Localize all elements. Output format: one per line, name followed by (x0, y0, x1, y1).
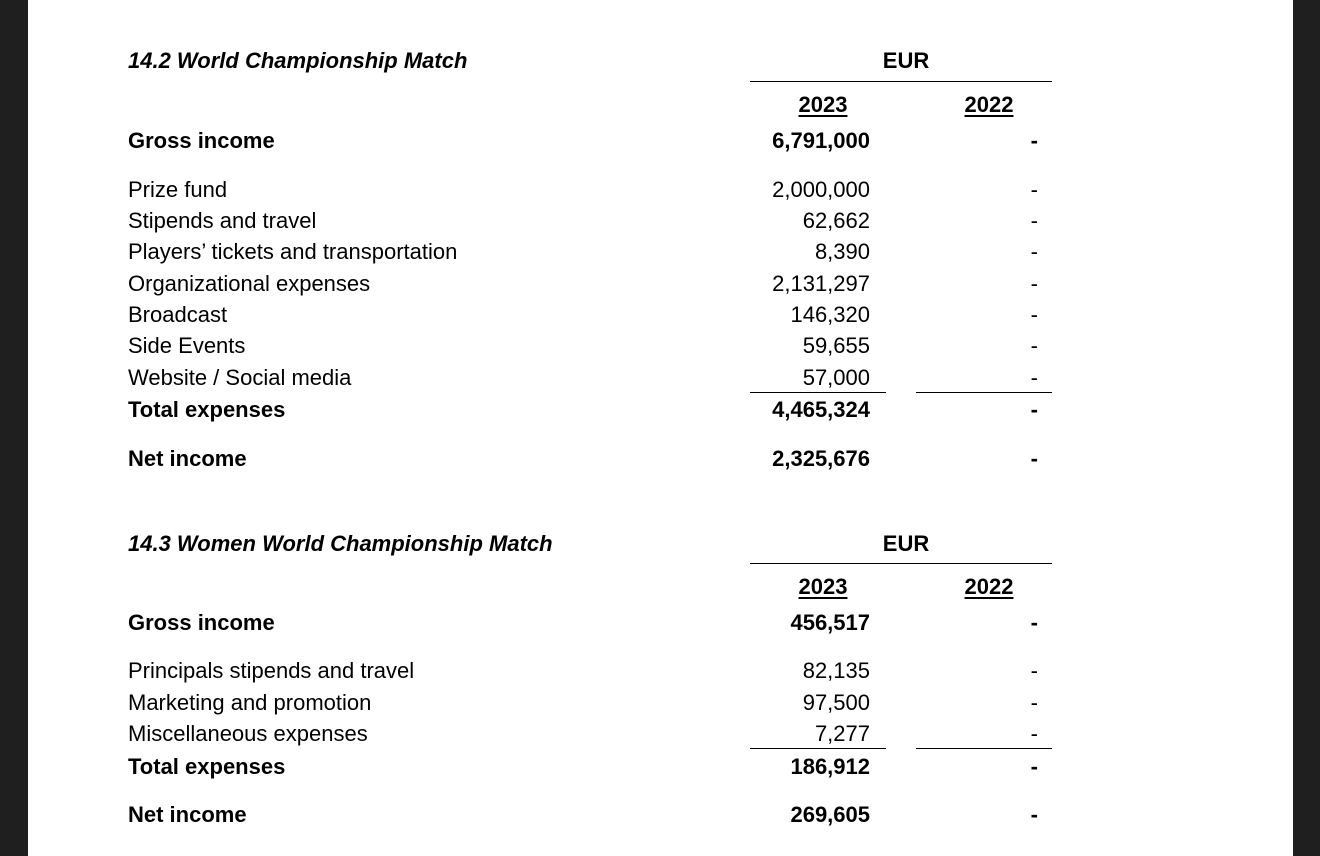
expense-label: Stipends and travel (128, 208, 317, 233)
expense-label: Website / Social media (128, 365, 352, 390)
expense-2023: 59,655 (802, 333, 870, 358)
expense-2023: 8,390 (814, 239, 870, 264)
total-expenses-2023: 186,912 (790, 754, 870, 779)
net-income-2022: - (1030, 446, 1038, 471)
expense-2022: - (1030, 302, 1038, 327)
expense-2022: - (1030, 239, 1038, 264)
expense-2022: - (1030, 690, 1038, 715)
section-title: 14.2 World Championship Match (128, 48, 468, 73)
expense-2022: - (1030, 365, 1038, 390)
expense-label: Players’ tickets and transportation (128, 239, 458, 264)
net-income-2023: 2,325,676 (772, 446, 870, 471)
expense-2023: 62,662 (802, 208, 870, 233)
currency-header: EUR (882, 48, 930, 73)
expense-label: Principals stipends and travel (128, 658, 415, 683)
expense-2023: 2,000,000 (772, 177, 870, 202)
total-expenses-2022: - (1030, 754, 1038, 779)
expense-2023: 7,277 (814, 721, 870, 746)
year-2022-header: 2022 (964, 574, 1014, 599)
gross-income-label: Gross income (128, 128, 275, 153)
expense-2022: - (1030, 333, 1038, 358)
section-title: 14.3 Women World Championship Match (128, 531, 553, 556)
net-income-label: Net income (128, 446, 247, 471)
net-income-2022: - (1030, 802, 1038, 827)
expense-2022: - (1030, 658, 1038, 683)
expense-2023: 82,135 (802, 658, 870, 683)
expense-label: Miscellaneous expenses (128, 721, 368, 746)
expense-2023: 146,320 (790, 302, 870, 327)
subtotal-rule-2022 (916, 748, 1052, 749)
gross-income-2022: - (1030, 128, 1038, 153)
header-rule (750, 563, 1052, 564)
expense-2023: 2,131,297 (772, 271, 870, 296)
total-expenses-label: Total expenses (128, 754, 286, 779)
year-2023-header: 2023 (798, 92, 848, 117)
expense-label: Side Events (128, 333, 246, 358)
total-expenses-2023: 4,465,324 (772, 397, 870, 422)
expense-2022: - (1030, 177, 1038, 202)
year-2023-header: 2023 (798, 574, 848, 599)
total-expenses-label: Total expenses (128, 397, 286, 422)
gross-income-2023: 6,791,000 (772, 128, 870, 153)
net-income-2023: 269,605 (790, 802, 870, 827)
subtotal-rule-2022 (916, 392, 1052, 393)
expense-label: Prize fund (128, 177, 228, 202)
expense-2022: - (1030, 271, 1038, 296)
subtotal-rule-2023 (750, 748, 886, 749)
total-expenses-2022: - (1030, 397, 1038, 422)
header-rule (750, 81, 1052, 82)
expense-2022: - (1030, 208, 1038, 233)
expense-2022: - (1030, 721, 1038, 746)
expense-label: Marketing and promotion (128, 690, 372, 715)
gross-income-2023: 456,517 (790, 610, 870, 635)
expense-2023: 97,500 (802, 690, 870, 715)
gross-income-2022: - (1030, 610, 1038, 635)
gross-income-label: Gross income (128, 610, 275, 635)
year-2022-header: 2022 (964, 92, 1014, 117)
net-income-label: Net income (128, 802, 247, 827)
currency-header: EUR (882, 531, 930, 556)
document-page (28, 0, 1293, 856)
expense-label: Broadcast (128, 302, 228, 327)
expense-label: Organizational expenses (128, 271, 371, 296)
subtotal-rule-2023 (750, 392, 886, 393)
expense-2023: 57,000 (802, 365, 870, 390)
